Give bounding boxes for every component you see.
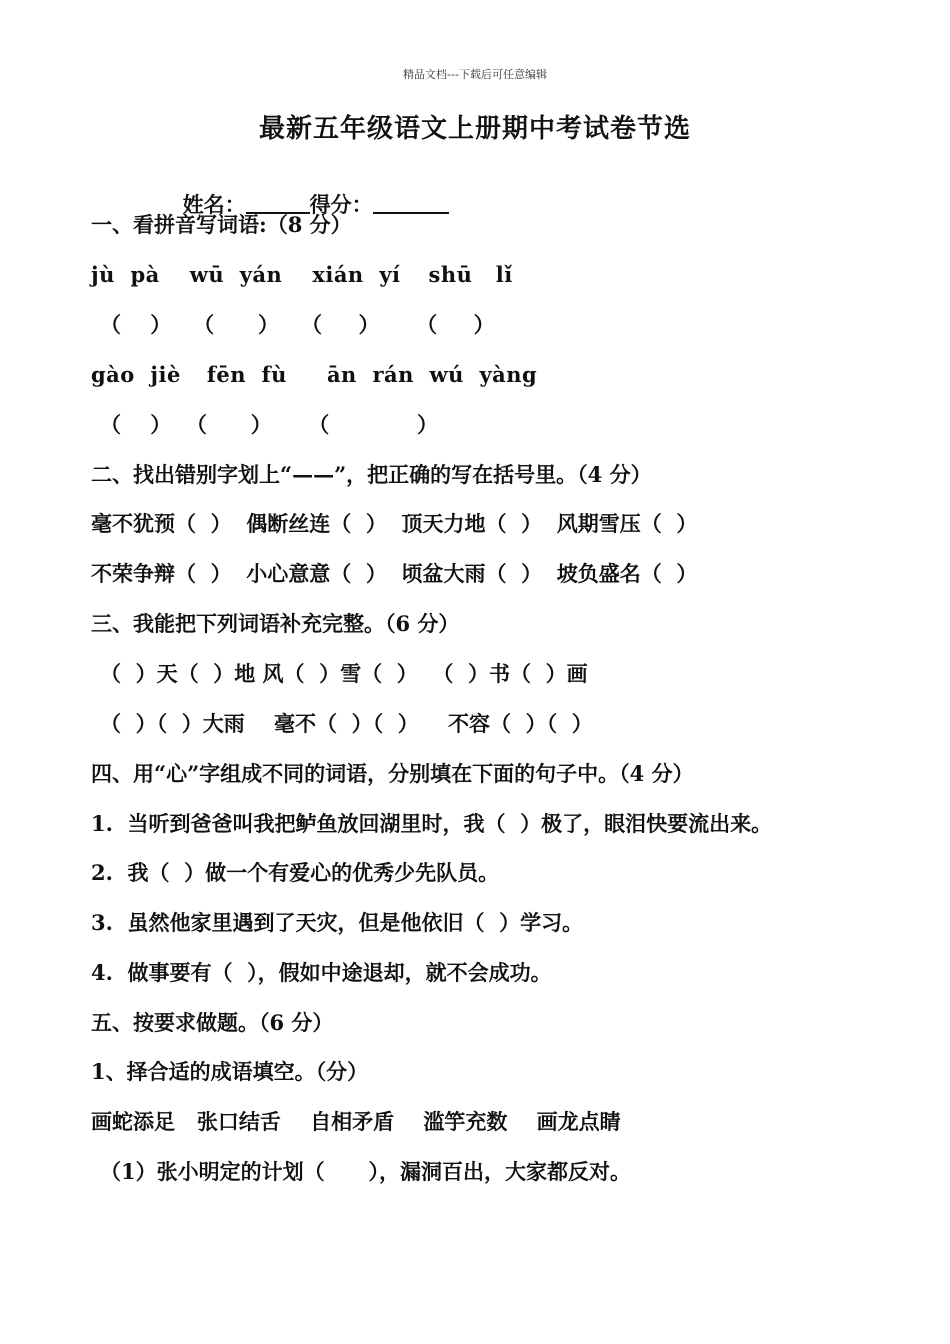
pinyin-word: fēn fù xyxy=(206,362,287,387)
complete-words-row-2[interactable]: （ ）（ ）大雨 毫不（ ）（ ） 不容（ ）（ ） xyxy=(100,711,593,736)
pinyin-word: ān rán wú yàng xyxy=(326,362,538,387)
pinyin-row-1 xyxy=(91,260,513,290)
answer-brackets-row-2[interactable]: （ ） （ ） （ ） xyxy=(100,412,439,437)
idiom-choices: 画蛇添足 张口结舌 自相矛盾 滥竽充数 画龙点睛 xyxy=(91,1109,621,1134)
pinyin-word: jù pà xyxy=(91,262,160,287)
name-label: 姓名： xyxy=(182,192,246,217)
section5-sub-heading: 1、择合适的成语填空。（分） xyxy=(91,1059,369,1084)
score-label: 得分： xyxy=(309,192,373,217)
section5-heading: 五、按要求做题。（6 分） xyxy=(91,1010,334,1035)
section2-heading: 二、找出错别字划上“——”，把正确的写在括号里。（4 分） xyxy=(91,462,652,487)
idiom-question-1[interactable]: （1）张小明定的计划（ ），漏洞百出，大家都反对。 xyxy=(100,1159,631,1184)
sentence-item-2[interactable]: 2. 我（ ）做一个有爱心的优秀少先队员。 xyxy=(91,860,500,885)
typo-row-2[interactable]: 不荣争辩（ ） 小心意意（ ） 顷盆大雨（ ） 坡负盛名（ ） xyxy=(91,561,698,586)
pinyin-row-2 xyxy=(91,360,537,390)
sentence-item-1[interactable]: 1. 当听到爸爸叫我把鲈鱼放回湖里时，我（ ）极了，眼泪快要流出来。 xyxy=(91,811,773,836)
complete-words-row-1[interactable]: （ ）天（ ）地 风（ ）雪（ ） （ ）书（ ）画 xyxy=(100,661,588,686)
pinyin-word: gào jiè xyxy=(91,362,181,387)
pinyin-word: xián yí xyxy=(312,262,401,287)
section1-heading: 一、看拼音写词语:（8 分） xyxy=(91,212,352,237)
pinyin-word: shū lǐ xyxy=(428,262,513,287)
typo-row-1[interactable]: 毫不犹预（ ） 偶断丝连（ ） 顶天力地（ ） 风期雪压（ ） xyxy=(91,511,698,536)
watermark: 精品文档---下载后可任意编辑 xyxy=(403,68,547,81)
answer-brackets-row-1[interactable]: （ ） （ ） （ ） （ ） xyxy=(100,312,495,337)
sentence-item-4[interactable]: 4. 做事要有（ ），假如中途退却，就不会成功。 xyxy=(91,960,552,985)
page-title: 最新五年级语文上册期中考试卷节选 xyxy=(258,114,691,144)
score-blank[interactable] xyxy=(373,190,449,214)
section4-heading: 四、用“心”字组成不同的词语，分别填在下面的句子中。（4 分） xyxy=(91,761,694,786)
pinyin-word: wū yán xyxy=(189,262,283,287)
sentence-item-3[interactable]: 3. 虽然他家里遇到了天灾，但是他依旧（ ）学习。 xyxy=(91,910,584,935)
section3-heading: 三、我能把下列词语补充完整。（6 分） xyxy=(91,611,460,636)
